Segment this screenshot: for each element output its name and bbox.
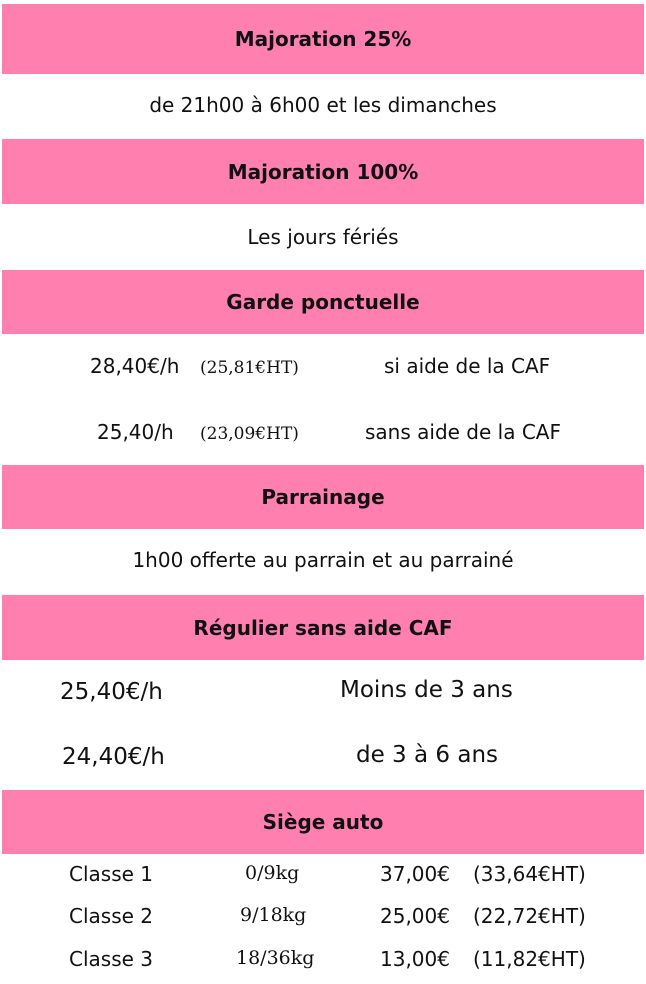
section-title: Majoration 25%: [234, 27, 412, 51]
regulier-age: de 3 à 6 ans: [356, 742, 499, 768]
siege-price: 13,00€: [380, 947, 450, 971]
section-title: Siège auto: [262, 810, 384, 834]
section-title: Régulier sans aide CAF: [193, 615, 453, 640]
garde-price-ht: (23,09€HT): [200, 424, 299, 444]
garde-price: 28,40€/h: [90, 354, 180, 378]
siege-weight: 0/9kg: [245, 862, 300, 884]
siege-classe: Classe 3: [69, 947, 154, 971]
siege-classe: Classe 1: [69, 862, 154, 886]
siege-weight: 18/36kg: [236, 947, 315, 969]
section-title: Majoration 100%: [227, 159, 419, 184]
majoration-100-detail: Les jours fériés: [247, 225, 399, 249]
section-title: Garde ponctuelle: [226, 290, 420, 314]
section-header-garde-ponctuelle: [2, 270, 644, 334]
siege-price: 25,00€: [380, 904, 450, 928]
siege-price: 37,00€: [380, 862, 450, 886]
section-header-siege-auto: [2, 790, 644, 854]
garde-condition: si aide de la CAF: [384, 354, 551, 378]
siege-classe: Classe 2: [69, 904, 154, 928]
section-header-parrainage: [2, 465, 644, 529]
regulier-price: 24,40€/h: [62, 744, 165, 770]
siege-price-ht: (33,64€HT): [473, 862, 586, 886]
parrainage-detail: 1h00 offerte au parrain et au parrainé: [132, 548, 514, 572]
siege-price-ht: (11,82€HT): [473, 947, 586, 971]
garde-price-ht: (25,81€HT): [200, 358, 299, 378]
regulier-age: Moins de 3 ans: [340, 677, 513, 703]
section-header-majoration-100: [2, 139, 644, 204]
section-title: Parrainage: [261, 485, 385, 509]
siege-price-ht: (22,72€HT): [473, 904, 586, 928]
garde-price: 25,40/h: [97, 420, 174, 444]
majoration-25-detail: de 21h00 à 6h00 et les dimanches: [149, 93, 497, 117]
section-header-regulier: [2, 595, 644, 660]
regulier-price: 25,40€/h: [60, 679, 163, 705]
garde-condition: sans aide de la CAF: [365, 420, 561, 444]
siege-weight: 9/18kg: [240, 904, 307, 926]
section-header-majoration-25: [2, 4, 644, 74]
